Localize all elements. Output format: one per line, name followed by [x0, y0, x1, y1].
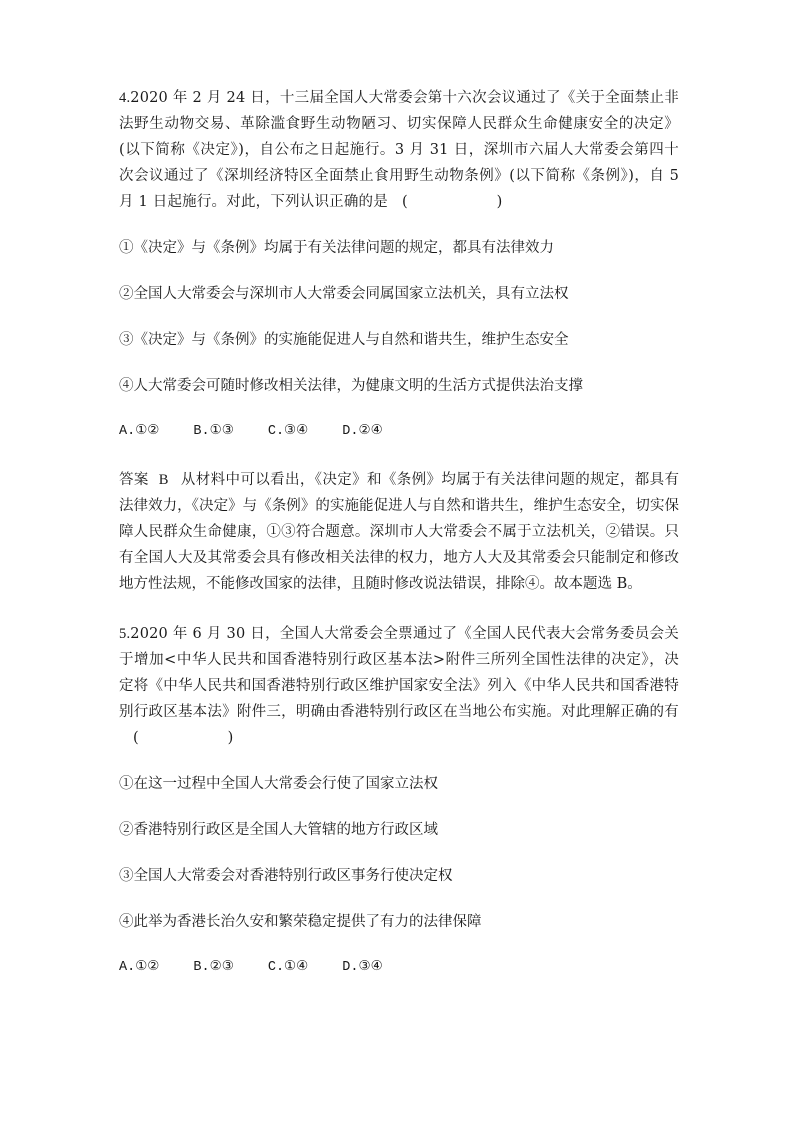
question-5 — [119, 621, 679, 981]
question-5-choices — [119, 955, 679, 981]
question-5-option-1: ①在这一过程中全国人大常委会行使了国家立法权 — [119, 776, 438, 792]
question-4-choice-a: A.①② — [119, 424, 160, 439]
document-page — [119, 85, 679, 981]
question-4-option-3: ③《决定》与《条例》的实施能促进人与自然和谐共生，维护生态安全 — [119, 332, 569, 348]
question-5-stem — [119, 621, 679, 751]
question-4-number: 4. — [119, 90, 131, 106]
question-4-choice-b: B.①③ — [193, 424, 234, 439]
question-4-option-1: ①《决定》与《条例》均属于有关法律问题的规定，都具有法律效力 — [119, 240, 554, 256]
question-5-option-2: ②香港特别行政区是全国人大管辖的地方行政区域 — [119, 822, 438, 838]
question-4-choices — [119, 419, 679, 445]
question-5-option-4: ④此举为香港长治久安和繁荣稳定提供了有力的法律保障 — [119, 914, 482, 930]
answer-label: 答案 — [119, 472, 149, 488]
question-5-option-3: ③全国人大常委会对香港特别行政区事务行使决定权 — [119, 868, 453, 884]
question-5-stem-text: 2020 年 6 月 30 日，全国人大常委会全票通过了《全国人民代表大会常务委员会关于增加<中华人民共和国香港特别行政区基本法>附件三所列全国性法律的决定》，决定将《中华人民共和国香港特别行政区维护国家安全法》列入《中华人民共和国香港特别行政区基本法》附件三，明确由香港特别行政区在当地公布实施。对此理解正确的有 — [119, 626, 679, 720]
question-4-answer — [119, 467, 679, 597]
question-4 — [119, 85, 679, 597]
question-4-option-2: ②全国人大常委会与深圳市人大常委会同属国家立法机关，具有立法权 — [119, 286, 569, 302]
question-5-answer-blank: ( ) — [133, 730, 254, 746]
question-5-choice-d: D.③④ — [342, 960, 383, 975]
answer-explanation: 从材料中可以看出，《决定》和《条例》均属于有关法律问题的规定，都具有法律效力，《决定》与《条例》的实施能促进人与自然和谐共生，维护生态安全，切实保障人民群众生命健康，①③符合题意。深圳市人大常委会不属于立法机关，②错误。只有全国人大及其常委会具有修改相关法律的权力，地方人大及其常委会只能制定和修改地方性法规，不能修改国家的法律，且随时修改说法错误，排除④。故本题选 B。 — [119, 472, 680, 592]
question-5-choice-a: A.①② — [119, 960, 160, 975]
question-4-answer-blank: ( ) — [401, 194, 523, 210]
question-4-choice-c: C.③④ — [267, 424, 309, 439]
question-4-stem — [119, 85, 679, 215]
question-4-choice-d: D.②④ — [342, 424, 383, 439]
question-5-choice-c: C.①④ — [267, 960, 309, 975]
question-4-stem-text: 2020 年 2 月 24 日，十三届全国人大常委会第十六次会议通过了《关于全面禁止非法野生动物交易、革除滥食野生动物陋习、切实保障人民群众生命健康安全的决定》(以下简称《决定》)，自公布之日起施行。3 月 31 日，深圳市六届人大常委会第四十次会议通过了《深圳经济特区全面禁止食用野生动物条例》(以下简称《条例》)，自 5 月 1 日起施行。对此，下列认识正确的是 — [119, 90, 679, 210]
answer-letter: B — [158, 472, 169, 488]
question-5-choice-b: B.②③ — [193, 960, 234, 975]
question-5-number: 5. — [119, 626, 131, 642]
question-4-option-4: ④人大常委会可随时修改相关法律，为健康文明的生活方式提供法治支撑 — [119, 378, 583, 394]
